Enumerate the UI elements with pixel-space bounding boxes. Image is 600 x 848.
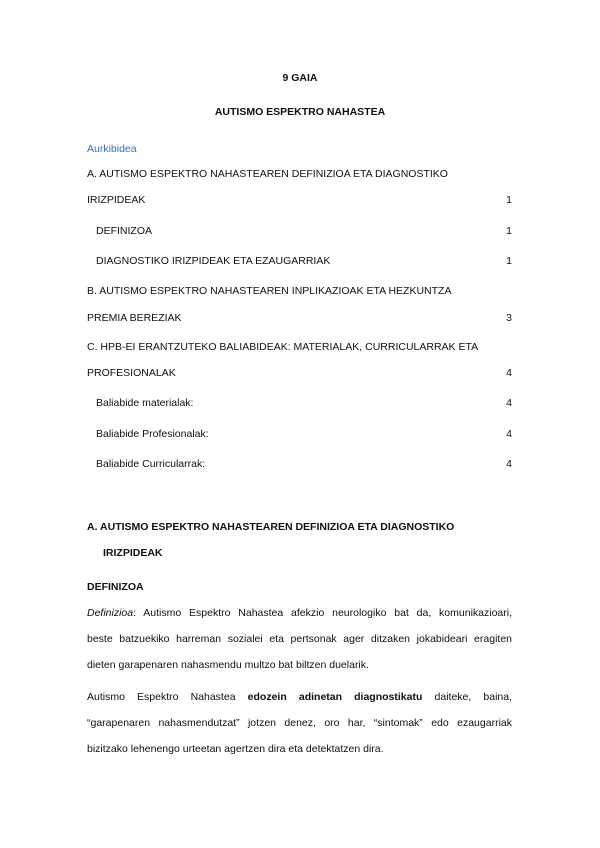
section-heading-line2: IRIZPIDEAK [103, 547, 163, 559]
paragraph-text: Autismo Espektro Nahastea [87, 691, 248, 703]
toc-entry-b-line2[interactable]: PREMIA BEREZIAK [87, 312, 182, 324]
paragraph-line: “garapenaren nahasmendutzat” jotzen denez, oro har, “sintomak” edo ezaugarriak [87, 717, 512, 729]
document-title: AUTISMO ESPEKTRO NAHASTEA [214, 106, 386, 118]
toc-entry-a-line2[interactable]: IRIZPIDEAK [87, 194, 146, 206]
emphasis-text: edozein adinetan diagnostikatu [247, 691, 423, 703]
paragraph-line: beste batzuekiko harreman sozialei eta pertsonak ager ditzaken jokabideari eragiten [87, 633, 512, 645]
toc-entry-c3[interactable]: Baliabide Curricularrak: [96, 458, 206, 470]
toc-entry-c-line1[interactable]: C. HPB-EI ERANTZUTEKO BALIABIDEAK: MATERIALAK, CURRICULARRAK ETA [87, 341, 479, 353]
toc-page-number: 4 [506, 458, 512, 470]
toc-entry-a2[interactable]: DIAGNOSTIKO IRIZPIDEAK ETA EZAUGARRIAK [96, 255, 331, 267]
toc-entry-a1[interactable]: DEFINIZOA [96, 225, 153, 237]
toc-entry-c-line2[interactable]: PROFESIONALAK [87, 367, 176, 379]
paragraph-text: : Autismo Espektro Nahastea afekzio neurologiko bat da, komunikazioari, [133, 607, 512, 619]
chapter-label: 9 GAIA [282, 72, 318, 84]
toc-page-number: 1 [506, 255, 512, 267]
toc-page-number: 1 [506, 194, 512, 206]
toc-page-number: 4 [506, 397, 512, 409]
paragraph-line: dieten garapenaren nahasmendu multzo bat biltzen duelarik. [87, 659, 369, 671]
definition-paragraph [87, 600, 512, 678]
toc-page-number: 4 [506, 428, 512, 440]
toc-page-number: 3 [506, 312, 512, 324]
toc-entry-c1[interactable]: Baliabide materialak: [96, 397, 194, 409]
toc-entry-a-line1[interactable]: A. AUTISMO ESPEKTRO NAHASTEAREN DEFINIZIOA ETA DIAGNOSTIKO [87, 168, 448, 180]
toc-heading: Aurkibidea [87, 143, 137, 155]
toc-page-number: 1 [506, 225, 512, 237]
section-heading-line1: A. AUTISMO ESPEKTRO NAHASTEAREN DEFINIZIOA ETA DIAGNOSTIKO [87, 521, 455, 533]
paragraph-text: daiteke, baina, [422, 691, 513, 703]
definition-term: Definizioa [87, 607, 134, 619]
subsection-heading: DEFINIZOA [87, 581, 144, 593]
paragraph-line: bizitzako lehenengo urteetan agertzen dira eta detektatzen dira. [87, 743, 384, 755]
toc-entry-b-line1[interactable]: B. AUTISMO ESPEKTRO NAHASTEAREN INPLIKAZIOAK ETA HEZKUNTZA [87, 285, 452, 297]
toc-page-number: 4 [506, 367, 512, 379]
paragraph-line [87, 684, 512, 710]
paragraph-line [87, 600, 512, 626]
toc-entry-c2[interactable]: Baliabide Profesionalak: [96, 428, 209, 440]
diagnosis-paragraph [87, 684, 512, 762]
